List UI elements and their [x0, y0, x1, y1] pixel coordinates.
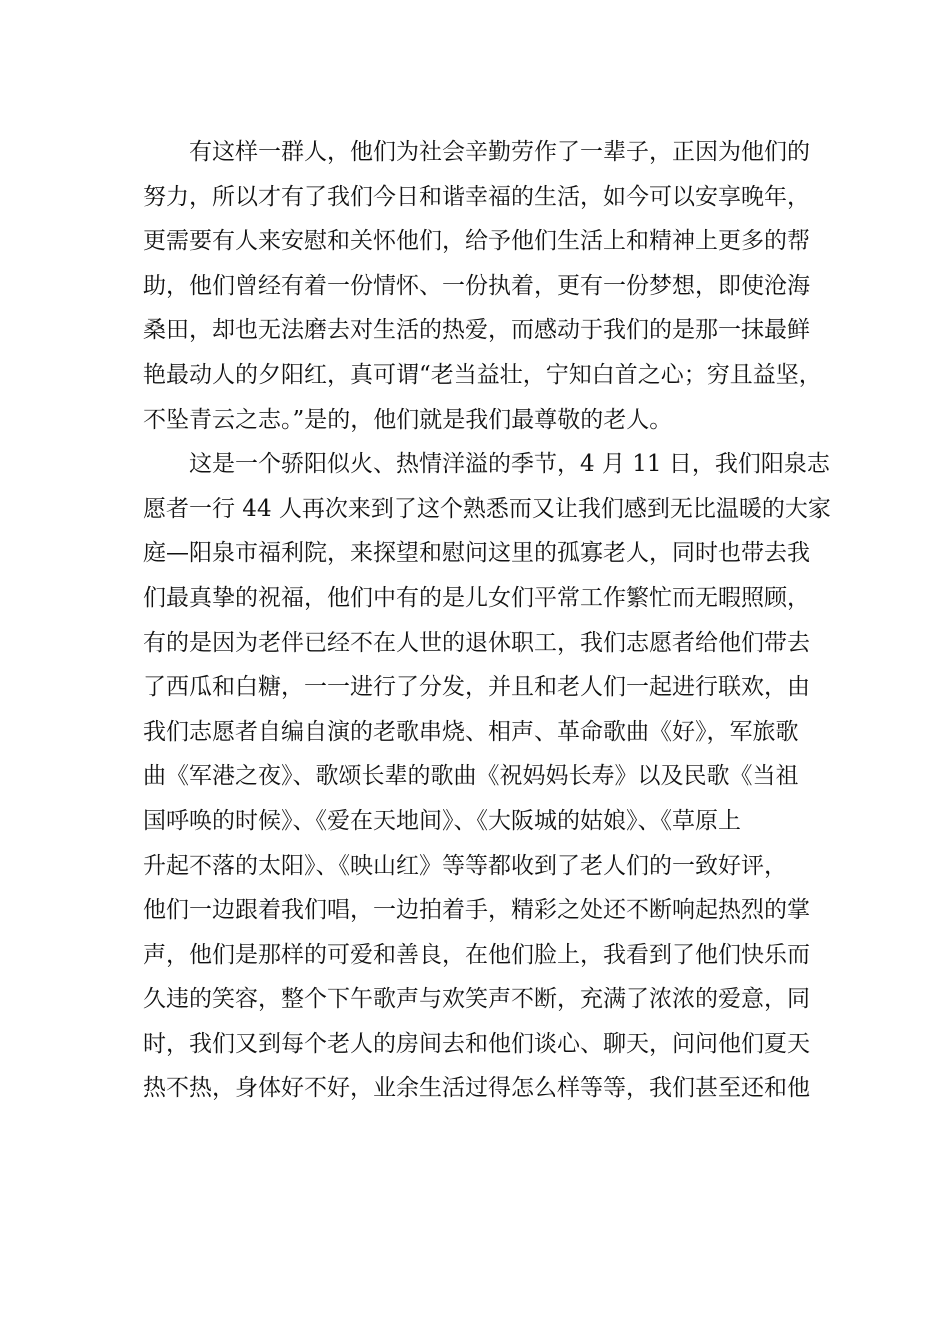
text-line [143, 1156, 813, 1201]
text-line: 他们一边跟着我们唱，一边拍着手，精彩之处还不断响起热烈的掌 [143, 897, 810, 924]
text-line: 庭—阳泉市福利院，来探望和慰问这里的孤寡老人，同时也带去我 [143, 540, 810, 567]
text-line: 们最真挚的祝福，他们中有的是儿女们平常工作繁忙而无暇照顾， [143, 584, 810, 611]
text-line: 助，他们曾经有着一份情怀、一份执着，更有一份梦想，即使沧海 [143, 272, 810, 299]
text-line: 努力，所以才有了我们今日和谐幸福的生活，如今可以安享晚年， [143, 183, 810, 210]
text-line: 我们志愿者自编自演的老歌串烧、相声、革命歌曲《好》，军旅歌 [143, 718, 799, 745]
text-line: 愿者一行 44 人再次来到了这个熟悉而又让我们感到无比温暖的大家 [143, 495, 831, 522]
text-line: 有这样一群人，他们为社会辛勤劳作了一辈子，正因为他们的 [189, 139, 810, 165]
text-line: 升起不落的太阳》、《映山红》等等都收到了老人们的一致好评， [143, 852, 787, 879]
text-line: 久违的笑容，整个下午歌声与欢笑声不断，充满了浓浓的爱意，同 [143, 986, 810, 1013]
text-line: 艳最动人的夕阳红，真可谓“老当益壮，宁知白首之心；穷且益坚， [143, 361, 822, 388]
text-line: 桑田，却也无法磨去对生活的热爱，而感动于我们的是那一抹最鲜 [143, 317, 810, 344]
text-line: 更需要有人来安慰和关怀他们，给予他们生活上和精神上更多的帮 [143, 228, 810, 255]
paragraph-2 [143, 442, 831, 1200]
body-text [143, 130, 831, 1200]
text-line [143, 1111, 813, 1156]
text-line: 国呼唤的时候》、《爱在天地间》、《大阪城的姑娘》、《草原上 [143, 807, 741, 834]
text-line: 曲《军港之夜》、歌颂长辈的歌曲《祝妈妈长寿》以及民歌《当祖 [143, 763, 799, 790]
text-line: 有的是因为老伴已经不在人世的退休职工，我们志愿者给他们带去 [143, 629, 810, 656]
text-line: 声，他们是那样的可爱和善良，在他们脸上，我看到了他们快乐而 [143, 941, 810, 968]
text-line: 这是一个骄阳似火、热情洋溢的季节，4 月 11 日，我们阳泉志 [189, 451, 830, 478]
paragraph-1 [143, 130, 822, 442]
text-line: 不坠青云之志。”是的，他们就是我们最尊敬的老人。 [143, 406, 673, 433]
text-line: 热不热，身体好不好，业余生活过得怎么样等等，我们甚至还和他 [143, 1075, 810, 1102]
text-line: 了西瓜和白糖，一一进行了分发，并且和老人们一起进行联欢，由 [143, 674, 810, 701]
text-line: 时，我们又到每个老人的房间去和他们谈心、聊天，问问他们夏天 [143, 1030, 810, 1057]
